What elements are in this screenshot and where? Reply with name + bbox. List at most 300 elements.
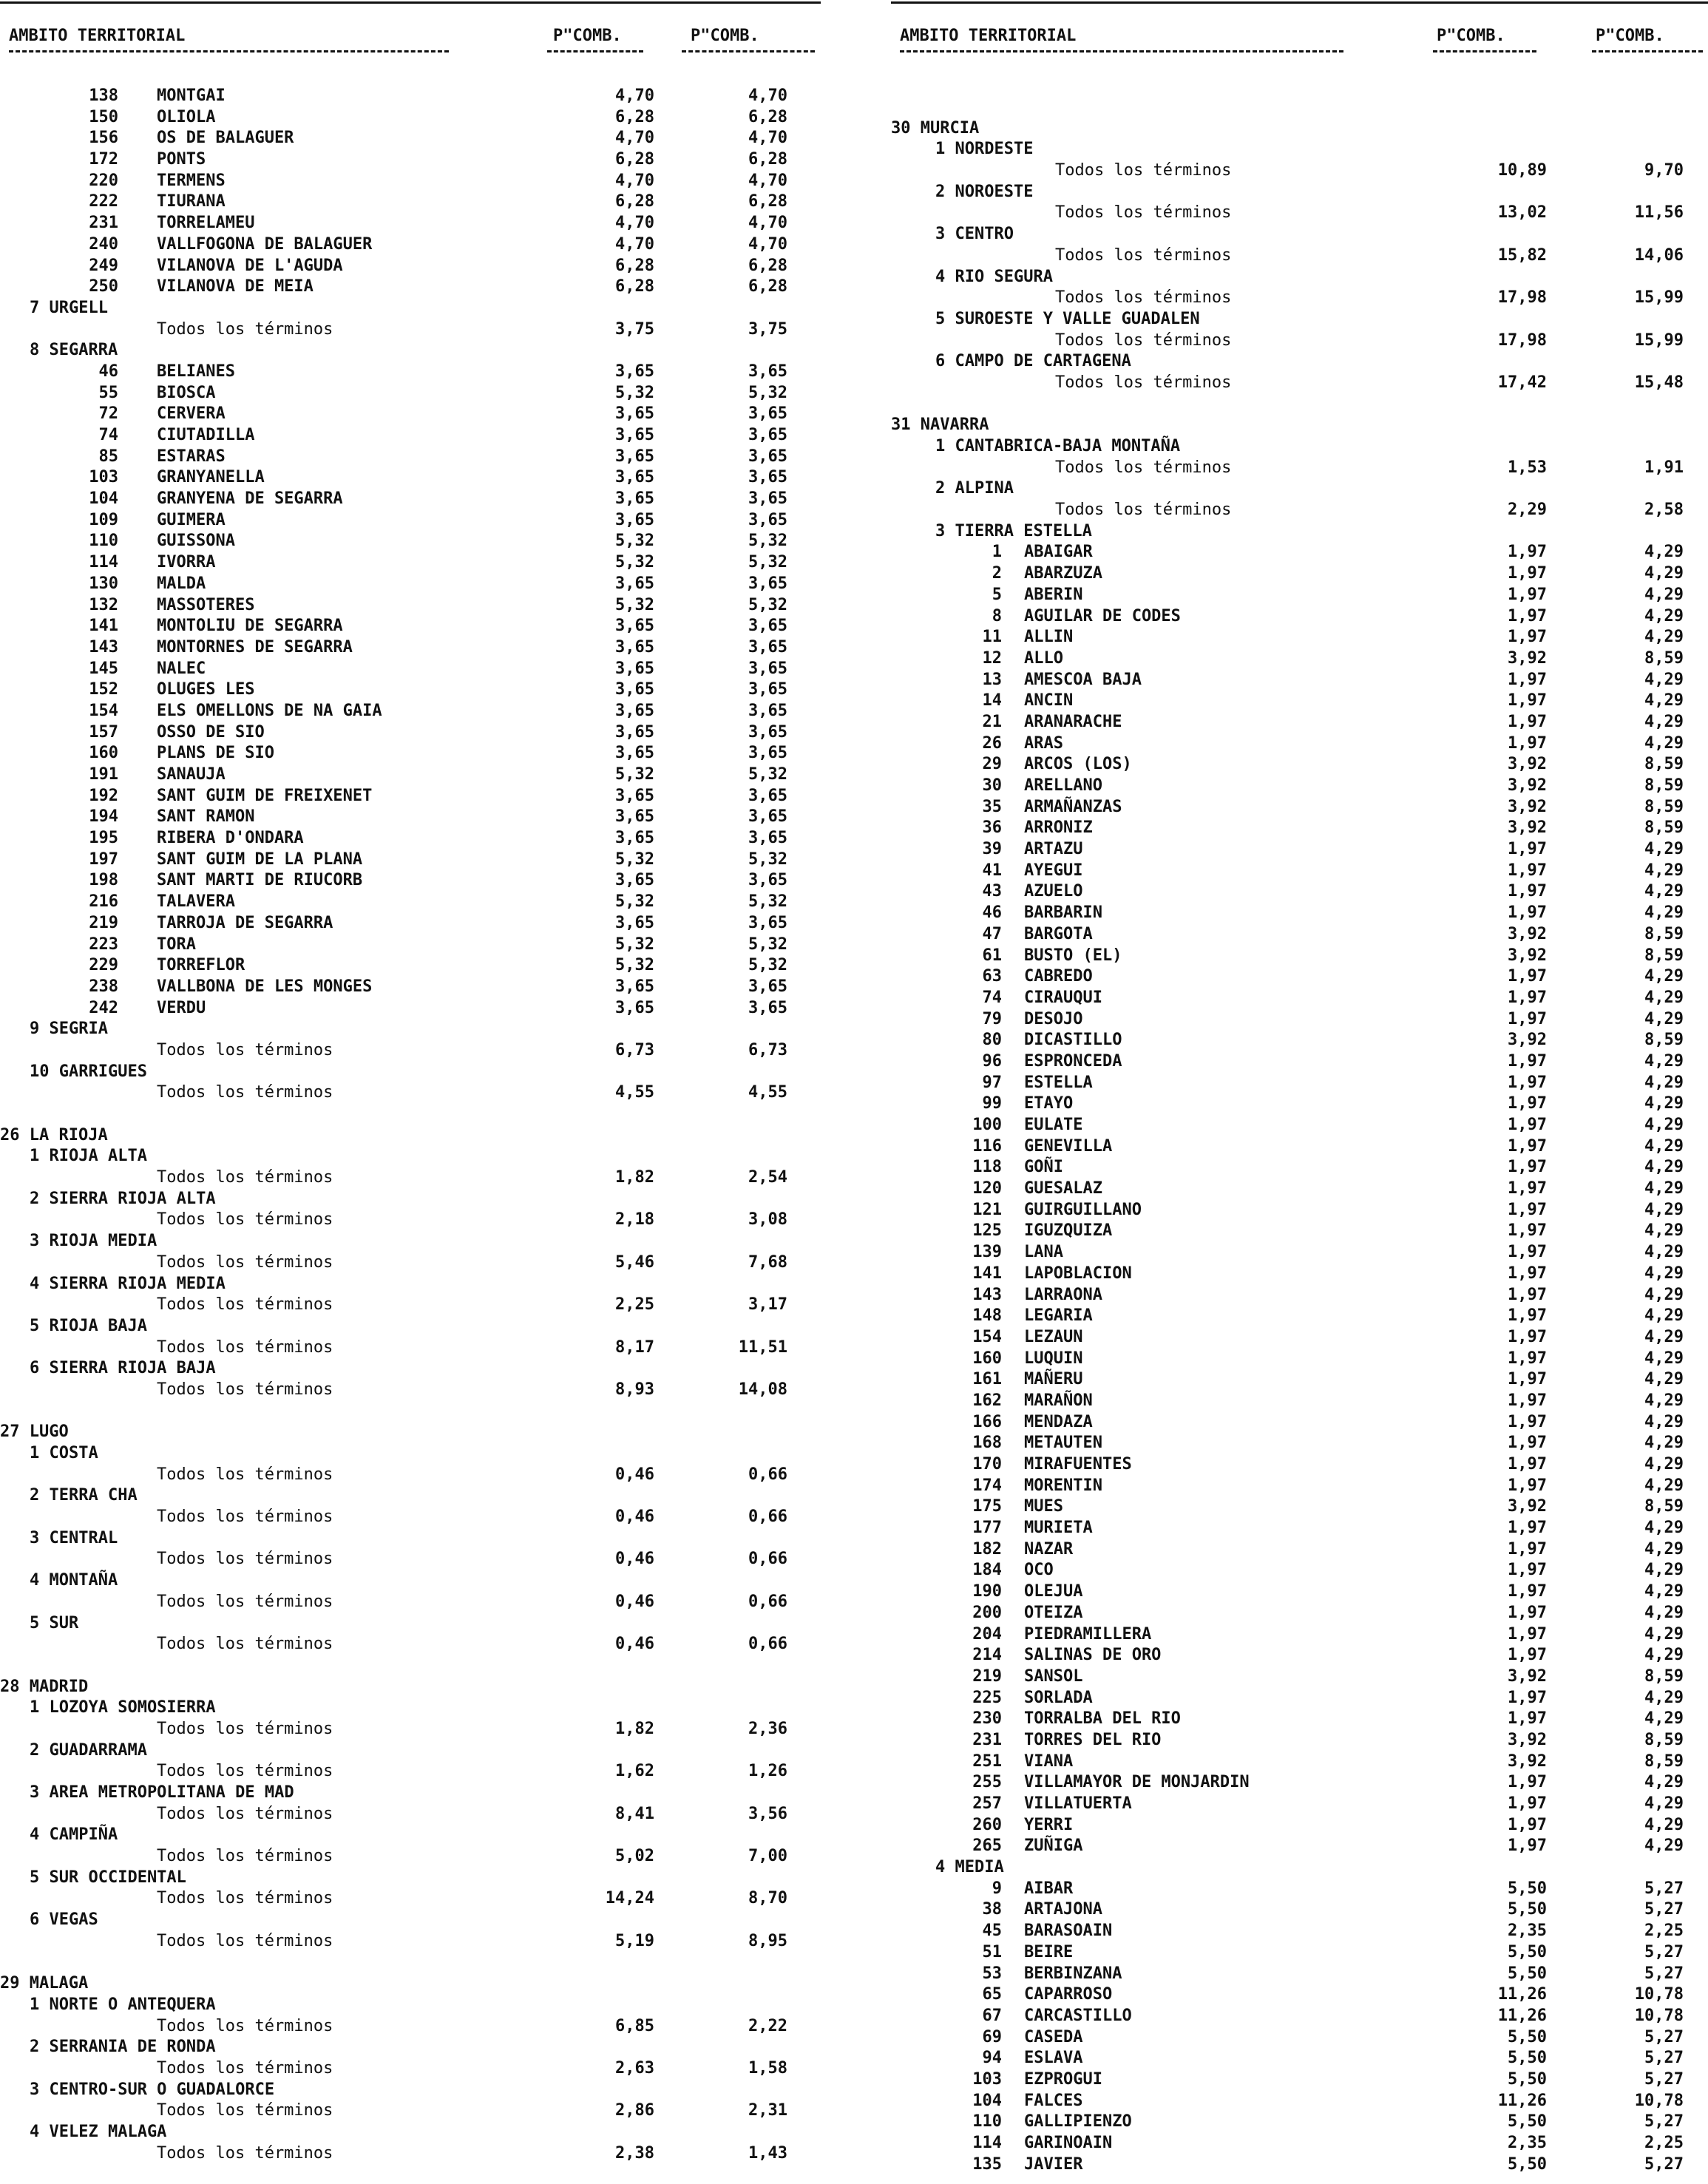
municipality-code: 79 bbox=[982, 1009, 1002, 1028]
municipality-row bbox=[891, 1051, 1708, 1073]
municipality-name: CASEDA bbox=[1024, 2027, 1083, 2046]
comarca-name: 6 SIERRA RIOJA BAJA bbox=[30, 1359, 216, 1378]
comarca-name: 1 COSTA bbox=[30, 1444, 98, 1462]
comarca-heading bbox=[0, 1019, 821, 1040]
all-terms-label: Todos los términos bbox=[1055, 245, 1232, 265]
pcomb-value-2: 5,32 bbox=[748, 595, 787, 614]
municipality-code: 94 bbox=[982, 2049, 1002, 2068]
municipality-row bbox=[891, 839, 1708, 861]
municipality-code: 138 bbox=[89, 87, 118, 105]
municipality-code: 85 bbox=[98, 447, 118, 466]
municipality-code: 1 bbox=[992, 543, 1002, 562]
all-terms-label: Todos los términos bbox=[157, 2143, 333, 2163]
municipality-row bbox=[0, 383, 821, 404]
municipality-row bbox=[891, 1666, 1708, 1688]
pcomb-value-2: 4,29 bbox=[1644, 1412, 1684, 1431]
pcomb-value-2: 4,70 bbox=[748, 171, 787, 190]
pcomb-value-2: 4,29 bbox=[1644, 1688, 1684, 1707]
municipality-row bbox=[891, 712, 1708, 733]
header-dash-pcomb-1 bbox=[1433, 50, 1536, 52]
municipality-row bbox=[891, 2069, 1708, 2091]
top-rule bbox=[891, 1, 1708, 4]
all-terms-label: Todos los términos bbox=[157, 1380, 333, 1399]
pcomb-value-1: 1,97 bbox=[1508, 628, 1547, 647]
municipality-row bbox=[891, 1476, 1708, 1497]
all-terms-label: Todos los términos bbox=[1055, 373, 1232, 392]
all-terms-label: Todos los términos bbox=[157, 1550, 333, 1569]
municipality-name: ESLAVA bbox=[1024, 2049, 1083, 2068]
municipality-name: ARTAZU bbox=[1024, 840, 1083, 859]
all-terms-label: Todos los términos bbox=[157, 1592, 333, 1611]
pcomb-value-1: 5,50 bbox=[1508, 2154, 1547, 2174]
comarca-name: 5 SUROESTE Y VALLE GUADALEN bbox=[935, 309, 1200, 328]
municipality-row bbox=[891, 754, 1708, 776]
municipality-name: LEGARIA bbox=[1024, 1306, 1093, 1326]
pcomb-value-2: 4,29 bbox=[1644, 1051, 1684, 1071]
header-pcomb-2: P"COMB. bbox=[1596, 27, 1664, 45]
province-name: 29 MALAGA bbox=[0, 1974, 89, 1993]
pcomb-value-1: 1,97 bbox=[1508, 1094, 1547, 1113]
municipality-name: LEZAUN bbox=[1024, 1327, 1083, 1346]
all-terms-row bbox=[0, 1252, 821, 1274]
all-terms-row bbox=[0, 1549, 821, 1570]
municipality-row bbox=[0, 552, 821, 574]
municipality-name: LARRAONA bbox=[1024, 1285, 1102, 1304]
pcomb-value-1: 3,92 bbox=[1508, 1031, 1547, 1050]
pcomb-value-1: 5,50 bbox=[1508, 1942, 1547, 1961]
spacer bbox=[0, 1401, 821, 1422]
municipality-row bbox=[891, 1136, 1708, 1158]
pcomb-value-2: 3,08 bbox=[748, 1210, 787, 1230]
pcomb-value-1: 1,97 bbox=[1508, 1455, 1547, 1473]
municipality-row bbox=[0, 213, 821, 234]
pcomb-value-1: 1,97 bbox=[1508, 1009, 1547, 1028]
comarca-heading bbox=[0, 1783, 821, 1804]
comarca-heading bbox=[0, 1825, 821, 1846]
municipality-row bbox=[891, 1730, 1708, 1751]
municipality-row bbox=[891, 1581, 1708, 1603]
pcomb-value-1: 5,50 bbox=[1508, 2027, 1547, 2046]
municipality-name: DICASTILLO bbox=[1024, 1031, 1122, 1050]
pcomb-value-1: 3,92 bbox=[1508, 1666, 1547, 1686]
pcomb-value-2: 10,78 bbox=[1634, 1985, 1684, 2004]
municipality-row bbox=[891, 1349, 1708, 1370]
municipality-code: 35 bbox=[982, 797, 1002, 816]
municipality-row bbox=[891, 563, 1708, 585]
pcomb-value-2: 4,29 bbox=[1644, 1116, 1684, 1134]
pcomb-value-2: 3,65 bbox=[748, 510, 787, 529]
pcomb-value-2: 4,70 bbox=[748, 129, 787, 148]
all-terms-label: Todos los términos bbox=[157, 1719, 333, 1738]
pcomb-value-2: 4,29 bbox=[1644, 1773, 1684, 1792]
pcomb-value-1: 1,97 bbox=[1508, 1476, 1547, 1495]
all-terms-row bbox=[0, 1082, 821, 1104]
pcomb-value-2: 8,59 bbox=[1644, 818, 1684, 838]
municipality-code: 55 bbox=[98, 383, 118, 402]
pcomb-value-1: 5,32 bbox=[615, 892, 654, 912]
pcomb-value-2: 4,29 bbox=[1644, 882, 1684, 901]
municipality-name: VILANOVA DE L'AGUDA bbox=[157, 256, 343, 275]
municipality-code: 157 bbox=[89, 722, 118, 742]
comarca-heading bbox=[891, 521, 1708, 543]
municipality-code: 143 bbox=[972, 1285, 1002, 1304]
municipality-row bbox=[891, 1264, 1708, 1285]
municipality-row bbox=[0, 659, 821, 680]
municipality-row bbox=[891, 1306, 1708, 1327]
province-heading bbox=[0, 1125, 821, 1147]
header-ambito: AMBITO TERRITORIAL bbox=[9, 27, 186, 45]
pcomb-value-1: 3,92 bbox=[1508, 648, 1547, 668]
all-terms-row bbox=[0, 1295, 821, 1316]
municipality-code: 61 bbox=[982, 946, 1002, 965]
pcomb-value-2: 4,29 bbox=[1644, 1794, 1684, 1813]
pcomb-value-1: 0,46 bbox=[615, 1508, 654, 1527]
municipality-row bbox=[891, 988, 1708, 1009]
pcomb-value-1: 1,97 bbox=[1508, 1327, 1547, 1346]
pcomb-value-1: 3,65 bbox=[615, 744, 654, 763]
municipality-code: 109 bbox=[89, 510, 118, 529]
comarca-name: 4 CAMPIÑA bbox=[30, 1825, 118, 1845]
pcomb-value-2: 0,66 bbox=[748, 1508, 787, 1527]
municipality-row bbox=[891, 2048, 1708, 2069]
all-terms-row bbox=[0, 1507, 821, 1528]
pcomb-value-1: 8,17 bbox=[615, 1337, 654, 1357]
pcomb-value-2: 8,59 bbox=[1644, 1666, 1684, 1686]
pcomb-value-2: 4,29 bbox=[1644, 1094, 1684, 1113]
municipality-name: MARAÑON bbox=[1024, 1391, 1093, 1410]
municipality-name: RIBERA D'ONDARA bbox=[157, 829, 304, 848]
all-terms-label: Todos los términos bbox=[157, 1931, 333, 1950]
municipality-row bbox=[0, 128, 821, 149]
municipality-code: 69 bbox=[982, 2027, 1002, 2046]
municipality-code: 39 bbox=[982, 840, 1002, 859]
municipality-name: VIANA bbox=[1024, 1751, 1074, 1771]
comarca-heading bbox=[0, 1146, 821, 1167]
municipality-code: 182 bbox=[972, 1539, 1002, 1559]
comarca-name: 3 TIERRA ESTELLA bbox=[935, 521, 1092, 540]
municipality-row bbox=[891, 1984, 1708, 2006]
pcomb-value-1: 1,97 bbox=[1508, 1116, 1547, 1134]
municipality-name: OSSO DE SIO bbox=[157, 722, 265, 742]
pcomb-value-2: 4,29 bbox=[1644, 1285, 1684, 1304]
municipality-code: 216 bbox=[89, 892, 118, 912]
municipality-row bbox=[891, 1030, 1708, 1051]
pcomb-value-2: 3,65 bbox=[748, 786, 787, 805]
municipality-name: JAVIER bbox=[1024, 2154, 1083, 2174]
municipality-row bbox=[891, 797, 1708, 818]
all-terms-label: Todos los términos bbox=[157, 1040, 333, 1059]
municipality-row bbox=[891, 818, 1708, 839]
municipality-name: VERDU bbox=[157, 998, 206, 1017]
municipality-name: ARRONIZ bbox=[1024, 818, 1093, 838]
pcomb-value-1: 1,97 bbox=[1508, 882, 1547, 901]
municipality-code: 104 bbox=[972, 2091, 1002, 2110]
pcomb-value-1: 3,92 bbox=[1508, 797, 1547, 816]
municipality-row bbox=[891, 1942, 1708, 1964]
municipality-code: 80 bbox=[982, 1031, 1002, 1050]
all-terms-row bbox=[891, 458, 1708, 479]
municipality-name: ARMAÑANZAS bbox=[1024, 797, 1122, 816]
pcomb-value-2: 11,51 bbox=[738, 1337, 787, 1357]
municipality-name: PLANS DE SIO bbox=[157, 744, 274, 763]
pcomb-value-2: 5,32 bbox=[748, 532, 787, 551]
municipality-code: 174 bbox=[972, 1476, 1002, 1495]
pcomb-value-1: 2,35 bbox=[1508, 1922, 1547, 1941]
pcomb-value-2: 3,65 bbox=[748, 468, 787, 487]
pcomb-value-1: 1,97 bbox=[1508, 1582, 1547, 1601]
municipality-row bbox=[891, 1518, 1708, 1539]
comarca-name: 5 SUR bbox=[30, 1613, 79, 1632]
municipality-row bbox=[0, 743, 821, 764]
municipality-name: ALLO bbox=[1024, 648, 1063, 668]
municipality-code: 200 bbox=[972, 1603, 1002, 1622]
comarca-heading bbox=[891, 309, 1708, 330]
all-terms-label: Todos los términos bbox=[1055, 501, 1232, 520]
municipality-code: 125 bbox=[972, 1221, 1002, 1241]
municipality-code: 103 bbox=[972, 2069, 1002, 2089]
pcomb-value-2: 8,59 bbox=[1644, 1497, 1684, 1516]
municipality-name: SORLADA bbox=[1024, 1688, 1093, 1707]
pcomb-value-1: 1,97 bbox=[1508, 1264, 1547, 1283]
all-terms-label: Todos los términos bbox=[157, 1168, 333, 1187]
municipality-code: 220 bbox=[89, 171, 118, 190]
comarca-name: 1 NORTE O ANTEQUERA bbox=[30, 1995, 216, 2014]
municipality-name: MORENTIN bbox=[1024, 1476, 1102, 1495]
municipality-name: METAUTEN bbox=[1024, 1434, 1102, 1453]
pcomb-value-1: 6,28 bbox=[615, 277, 654, 296]
all-terms-row bbox=[0, 1040, 821, 1062]
comarca-heading bbox=[891, 267, 1708, 288]
pcomb-value-2: 2,36 bbox=[748, 1719, 787, 1738]
pcomb-value-1: 3,65 bbox=[615, 786, 654, 805]
municipality-row bbox=[0, 955, 821, 977]
municipality-code: 195 bbox=[89, 829, 118, 848]
pcomb-value-2: 4,29 bbox=[1644, 1264, 1684, 1283]
comarca-name: 5 SUR OCCIDENTAL bbox=[30, 1868, 186, 1887]
municipality-name: GUISSONA bbox=[157, 532, 235, 551]
pcomb-value-1: 0,46 bbox=[615, 1550, 654, 1569]
pcomb-value-1: 1,97 bbox=[1508, 1815, 1547, 1834]
pcomb-value-2: 3,65 bbox=[748, 913, 787, 932]
all-terms-row bbox=[0, 2058, 821, 2080]
pcomb-value-2: 4,29 bbox=[1644, 1221, 1684, 1241]
pcomb-value-2: 5,32 bbox=[748, 935, 787, 954]
all-terms-label: Todos los términos bbox=[1055, 330, 1232, 350]
pcomb-value-1: 1,97 bbox=[1508, 1539, 1547, 1559]
all-terms-row bbox=[0, 2100, 821, 2122]
pcomb-value-1: 8,93 bbox=[615, 1380, 654, 1399]
all-terms-label: Todos los términos bbox=[157, 1804, 333, 1823]
municipality-row bbox=[0, 849, 821, 871]
municipality-row bbox=[0, 913, 821, 935]
pcomb-value-2: 3,65 bbox=[748, 680, 787, 699]
municipality-name: GUESALAZ bbox=[1024, 1179, 1102, 1198]
municipality-code: 229 bbox=[89, 956, 118, 975]
pcomb-value-1: 5,32 bbox=[615, 595, 654, 614]
pcomb-value-2: 3,65 bbox=[748, 998, 787, 1017]
municipality-name: BUSTO (EL) bbox=[1024, 946, 1122, 965]
pcomb-value-2: 4,70 bbox=[748, 87, 787, 105]
pcomb-value-1: 0,46 bbox=[615, 1635, 654, 1654]
pcomb-value-2: 4,29 bbox=[1644, 691, 1684, 711]
municipality-name: AZUELO bbox=[1024, 882, 1083, 901]
municipality-code: 13 bbox=[982, 670, 1002, 689]
municipality-row bbox=[891, 733, 1708, 755]
municipality-name: MONTORNES DE SEGARRA bbox=[157, 637, 353, 657]
municipality-code: 141 bbox=[972, 1264, 1002, 1283]
municipality-name: BEIRE bbox=[1024, 1942, 1074, 1961]
pcomb-value-1: 10,89 bbox=[1497, 161, 1547, 180]
all-terms-label: Todos los términos bbox=[157, 1508, 333, 1527]
pcomb-value-2: 5,27 bbox=[1644, 2027, 1684, 2046]
pcomb-value-2: 4,29 bbox=[1644, 1243, 1684, 1262]
municipality-code: 190 bbox=[972, 1582, 1002, 1601]
comarca-name: 9 SEGRIA bbox=[30, 1020, 108, 1039]
municipality-row bbox=[891, 1242, 1708, 1264]
pcomb-value-1: 17,42 bbox=[1497, 373, 1547, 392]
municipality-row bbox=[891, 1115, 1708, 1136]
municipality-name: MALDA bbox=[157, 574, 206, 593]
municipality-code: 46 bbox=[982, 903, 1002, 923]
municipality-name: MAÑERU bbox=[1024, 1370, 1083, 1389]
pcomb-value-2: 9,70 bbox=[1644, 161, 1684, 180]
pcomb-value-1: 1,97 bbox=[1508, 1434, 1547, 1453]
municipality-code: 135 bbox=[972, 2154, 1002, 2174]
municipality-name: OLUGES LES bbox=[157, 680, 255, 699]
pcomb-value-1: 11,26 bbox=[1497, 2006, 1547, 2025]
all-terms-row bbox=[0, 1592, 821, 1613]
pcomb-value-2: 3,65 bbox=[748, 744, 787, 763]
comarca-heading bbox=[891, 139, 1708, 160]
municipality-row bbox=[891, 946, 1708, 967]
pcomb-value-1: 3,65 bbox=[615, 447, 654, 466]
municipality-code: 250 bbox=[89, 277, 118, 296]
pcomb-value-1: 3,65 bbox=[615, 617, 654, 636]
municipality-row bbox=[0, 86, 821, 107]
comarca-heading bbox=[0, 1189, 821, 1210]
pcomb-value-1: 5,32 bbox=[615, 532, 654, 551]
header-pcomb-1: P"COMB. bbox=[553, 27, 622, 45]
municipality-name: ARAS bbox=[1024, 733, 1063, 753]
all-terms-row bbox=[891, 288, 1708, 309]
comarca-name: 3 CENTRAL bbox=[30, 1528, 118, 1547]
pcomb-value-2: 0,66 bbox=[748, 1550, 787, 1569]
municipality-name: LAPOBLACION bbox=[1024, 1264, 1132, 1283]
pcomb-value-2: 5,27 bbox=[1644, 1942, 1684, 1961]
municipality-row bbox=[891, 2154, 1708, 2176]
municipality-name: BARGOTA bbox=[1024, 924, 1093, 943]
comarca-heading bbox=[891, 351, 1708, 373]
municipality-name: GRANYENA DE SEGARRA bbox=[157, 489, 343, 509]
municipality-code: 74 bbox=[98, 426, 118, 444]
pcomb-value-2: 4,70 bbox=[748, 214, 787, 233]
municipality-code: 219 bbox=[89, 913, 118, 932]
pcomb-value-1: 8,41 bbox=[615, 1804, 654, 1823]
municipality-row bbox=[0, 574, 821, 595]
municipality-code: 175 bbox=[972, 1497, 1002, 1516]
municipality-code: 249 bbox=[89, 256, 118, 275]
municipality-code: 231 bbox=[972, 1730, 1002, 1749]
municipality-name: LANA bbox=[1024, 1243, 1063, 1262]
municipality-code: 72 bbox=[98, 404, 118, 424]
municipality-name: IGUZQUIZA bbox=[1024, 1221, 1113, 1241]
pcomb-value-2: 3,65 bbox=[748, 447, 787, 466]
all-terms-label: Todos los términos bbox=[157, 2058, 333, 2078]
pcomb-value-2: 4,29 bbox=[1644, 1561, 1684, 1580]
municipality-code: 116 bbox=[972, 1136, 1002, 1156]
pcomb-value-1: 1,97 bbox=[1508, 840, 1547, 859]
comarca-name: 2 NOROESTE bbox=[935, 182, 1034, 201]
pcomb-value-2: 3,56 bbox=[748, 1804, 787, 1823]
municipality-code: 143 bbox=[89, 637, 118, 657]
pcomb-value-1: 3,65 bbox=[615, 807, 654, 827]
municipality-row bbox=[891, 1772, 1708, 1794]
comarca-name: 10 GARRIGUES bbox=[30, 1062, 147, 1081]
municipality-code: 168 bbox=[972, 1434, 1002, 1453]
all-terms-label: Todos los términos bbox=[157, 1337, 333, 1357]
municipality-row bbox=[891, 606, 1708, 628]
pcomb-value-1: 3,65 bbox=[615, 722, 654, 742]
municipality-name: TORRELAMEU bbox=[157, 214, 255, 233]
pcomb-value-1: 1,97 bbox=[1508, 1221, 1547, 1241]
pcomb-value-1: 3,65 bbox=[615, 489, 654, 509]
municipality-code: 260 bbox=[972, 1815, 1002, 1834]
municipality-row bbox=[891, 1179, 1708, 1200]
municipality-name: SANT GUIM DE LA PLANA bbox=[157, 849, 363, 869]
pcomb-value-1: 1,97 bbox=[1508, 1561, 1547, 1580]
pcomb-value-2: 1,58 bbox=[748, 2058, 787, 2078]
municipality-name: CABREDO bbox=[1024, 967, 1093, 986]
pcomb-value-2: 2,54 bbox=[748, 1168, 787, 1187]
municipality-code: 63 bbox=[982, 967, 1002, 986]
municipality-name: OLIOLA bbox=[157, 107, 216, 126]
municipality-code: 265 bbox=[972, 1837, 1002, 1856]
pcomb-value-1: 1,97 bbox=[1508, 1603, 1547, 1622]
municipality-name: GUIRGUILLANO bbox=[1024, 1200, 1142, 1219]
pcomb-value-1: 1,97 bbox=[1508, 1837, 1547, 1856]
municipality-row bbox=[0, 935, 821, 956]
municipality-row bbox=[891, 2027, 1708, 2049]
municipality-row bbox=[891, 776, 1708, 797]
pcomb-value-2: 4,29 bbox=[1644, 1624, 1684, 1644]
pcomb-value-1: 11,26 bbox=[1497, 1985, 1547, 2004]
municipality-name: CARCASTILLO bbox=[1024, 2006, 1132, 2025]
municipality-code: 192 bbox=[89, 786, 118, 805]
municipality-code: 29 bbox=[982, 755, 1002, 774]
comarca-heading bbox=[0, 1062, 821, 1083]
municipality-code: 139 bbox=[972, 1243, 1002, 1262]
municipality-code: 161 bbox=[972, 1370, 1002, 1389]
municipality-code: 11 bbox=[982, 628, 1002, 647]
municipality-row bbox=[891, 1836, 1708, 1857]
pcomb-value-1: 5,50 bbox=[1508, 2069, 1547, 2089]
header-ambito: AMBITO TERRITORIAL bbox=[900, 27, 1077, 45]
pcomb-value-2: 2,22 bbox=[748, 2016, 787, 2035]
pcomb-value-2: 2,31 bbox=[748, 2101, 787, 2120]
municipality-code: 238 bbox=[89, 977, 118, 996]
municipality-code: 257 bbox=[972, 1794, 1002, 1813]
municipality-row bbox=[891, 1412, 1708, 1434]
municipality-code: 103 bbox=[89, 468, 118, 487]
municipality-row bbox=[891, 1391, 1708, 1412]
comarca-name: 1 LOZOYA SOMOSIERRA bbox=[30, 1698, 216, 1717]
municipality-row bbox=[0, 447, 821, 468]
municipality-code: 242 bbox=[89, 998, 118, 1017]
municipality-row bbox=[891, 1369, 1708, 1391]
municipality-row bbox=[0, 637, 821, 659]
pcomb-value-2: 0,66 bbox=[748, 1465, 787, 1484]
pcomb-value-1: 4,70 bbox=[615, 87, 654, 105]
